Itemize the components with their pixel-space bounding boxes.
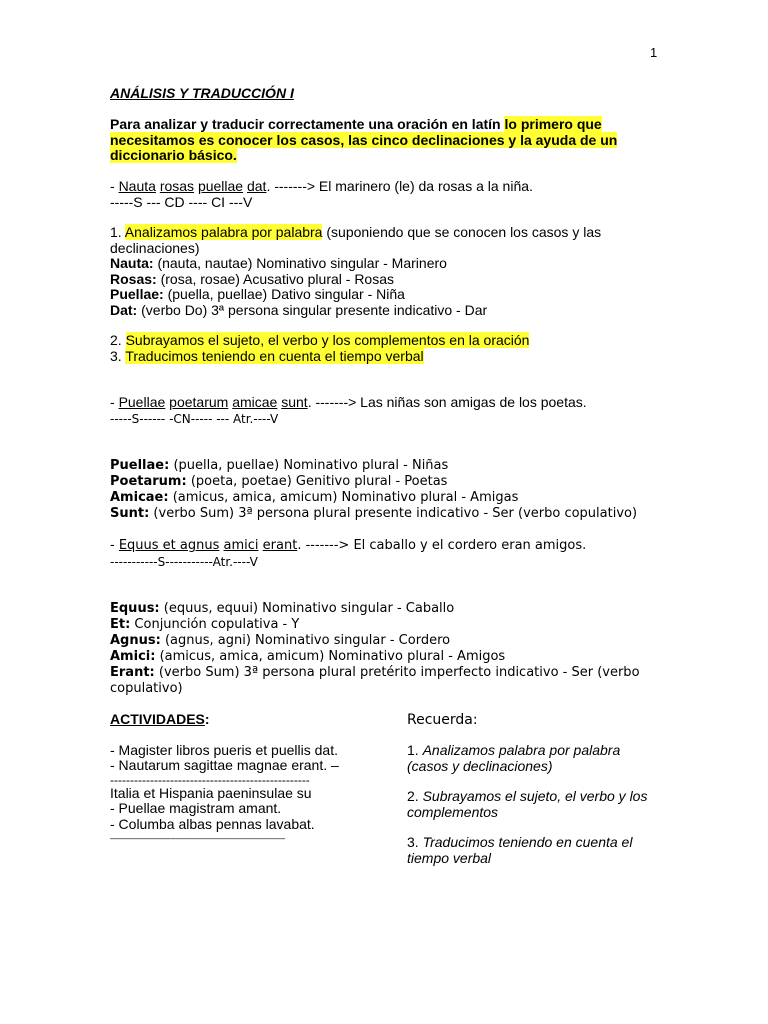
step-3-highlight: Traducimos teniendo en cuenta el tiempo verbal [125,347,424,364]
intro-paragraph [110,117,650,164]
activities-separator-2: ––––––––––––––––––––––––––––––––––– [110,833,286,843]
term: Nauta: [110,255,154,271]
step-1-rest-2: declinaciones) [110,239,200,256]
word-poetarum: poetarum [169,394,229,410]
recuerda-1-num: 1. [407,742,423,758]
example-1-pattern: -----S --- CD ---- CI ---V [110,193,253,210]
desc: (puella, puellae) Nominativo plural - Niñas [169,458,449,473]
activity-3: Italia et Hispania paeninsulae su [110,784,312,801]
example-3-pattern: -----------S-----------Atr.----V [110,555,258,569]
analysis-2-row [110,458,637,474]
desc: (amicus, amica, amicum) Nominativo plural - Amigos [155,649,506,664]
recuerda-section [407,712,667,866]
term: Amicae: [110,490,169,505]
recuerda-1-text: Analizamos palabra por palabra [422,742,621,758]
step-3 [110,349,529,365]
example-2-pattern: -----S------ -CN----- --- Atr.----V [110,411,279,426]
term: Poetarum: [110,474,187,489]
example-2 [110,395,587,427]
recuerda-2-text: Subrayamos el sujeto, el verbo y los [422,788,648,804]
step-3-num: 3. [110,347,126,364]
step-2 [110,333,529,349]
example-2-translation: . -------> Las niñas son amigas de los poetas. [307,394,587,410]
example-3 [110,538,586,570]
recuerda-3-num: 3. [407,834,423,850]
recuerda-item-2 [407,789,667,820]
phrase-equus-et-agnus: Equus et agnus [118,538,220,553]
analysis-3-continuation: copulativo) [110,681,183,696]
steps-and-analysis-1 [110,225,630,318]
desc: (poeta, poetae) Genitivo plural - Poetas [186,474,448,489]
activity-1: - Magister libros pueris et puellis dat. [110,741,338,758]
step-1 [110,225,630,256]
analysis-1-row [110,272,630,288]
term: Sunt: [110,506,150,521]
step-1-num: 1. [110,224,125,240]
example-1-sentence [110,179,533,195]
term: Agnus: [110,633,161,648]
term: Dat: [110,301,138,318]
example-3-sentence [110,538,586,554]
term: Amici: [110,649,156,664]
word-puellae: puellae [197,178,244,194]
analysis-3-row [110,601,630,617]
term: Erant: [110,665,155,680]
term: Puellae: [110,286,164,302]
desc: (agnus, agni) Nominativo singular - Cordero [160,633,451,648]
word-sunt: sunt [281,394,308,410]
word-rosas: rosas [159,178,195,194]
intro-plain: Para analizar y traducir correctamente una oración en latín [110,116,505,132]
activity-5: - Columba albas pennas lavabat. [110,815,315,832]
recuerda-3-text: Traducimos teniendo en cuenta el [422,834,633,850]
page-number: 1 [650,45,658,60]
title-text: ANÁLISIS Y TRADUCCIÓN I [110,85,294,101]
analysis-1-row [110,256,630,272]
desc: (verbo Sum) 3ª persona plural pretérito imperfecto indicativo - Ser (verbo [154,665,640,680]
word-nauta: Nauta [118,178,156,194]
intro-highlight-3: diccionario básico. [110,147,237,163]
analysis-2-row [110,474,637,490]
analysis-3 [110,601,640,697]
analysis-2-row [110,506,637,522]
activity-4: - Puellae magistram amant. [110,800,282,816]
step-1-highlight: Analizamos palabra por palabra [124,224,323,240]
step-2-num: 2. [110,332,126,348]
intro-highlight-1: lo primero que [504,116,602,132]
analysis-3-row [110,633,630,649]
analysis-2 [110,458,637,522]
recuerda-2-text-2: complementos [407,803,499,820]
intro-highlight-2: necesitamos es conocer los casos, las cinco declinaciones y la ayuda de un [110,131,618,148]
analysis-1-row [110,303,630,319]
activities-heading [110,712,390,728]
activities-heading-text: ACTIVIDADES [110,711,205,727]
desc: (puella, puellae) Dativo singular - Niña [163,286,405,302]
step-1-rest: (suponiendo que se conocen los casos y las [322,224,602,240]
analysis-3-row [110,665,640,681]
desc: Conjunción copulativa - Y [130,617,300,632]
example-1 [110,179,533,210]
recuerda-3-text-2: tiempo verbal [407,849,492,866]
recuerda-1-text-2: (casos y declinaciones) [407,757,553,774]
activity-2: - Nautarum sagittae magnae erant. – [110,757,339,773]
recuerda-item-3 [407,835,667,866]
recuerda-heading: Recuerda: [407,712,478,728]
recuerda-item-1 [407,743,667,774]
desc: (amicus, amica, amicum) Nominativo plural - Amigas [168,490,519,505]
analysis-1-row [110,287,630,303]
activities-colon: : [204,711,210,727]
dash: - [110,394,119,410]
analysis-2-row [110,490,637,506]
analysis-3-row [110,617,630,633]
dash: - [110,178,119,194]
example-1-translation: . -------> El marinero (le) da rosas a la niña. [266,178,533,194]
desc: (verbo Sum) 3ª persona plural presente indicativo - Ser (verbo copulativo) [149,506,638,521]
desc: (rosa, rosae) Acusativo plural - Rosas [156,270,395,287]
word-dat: dat [246,178,267,194]
desc: (nauta, nautae) Nominativo singular - Marinero [153,255,447,271]
term: Et: [110,617,131,632]
step-2-highlight: Subrayamos el sujeto, el verbo y los complementos en la oración [125,332,530,348]
desc: (verbo Do) 3ª persona singular presente indicativo - Dar [137,301,488,318]
desc: (equus, equui) Nominativo singular - Caballo [159,601,455,616]
word-amicae: amicae [232,394,278,410]
document-title [110,86,294,102]
dash: - [110,538,119,553]
activities-section [110,712,390,845]
word-erant: erant [262,538,298,553]
recuerda-2-num: 2. [407,788,423,804]
word-amici: amici [223,538,259,553]
term: Rosas: [110,270,157,287]
word-puellae: Puellae [118,394,166,410]
term: Equus: [110,601,160,616]
steps-2-3 [110,333,529,364]
example-2-sentence [110,395,587,411]
example-3-translation: . -------> El caballo y el cordero eran amigos. [297,538,587,553]
term: Puellae: [110,458,170,473]
analysis-3-row [110,649,630,665]
activities-separator-1: -------------------------------------------------- [110,773,310,786]
